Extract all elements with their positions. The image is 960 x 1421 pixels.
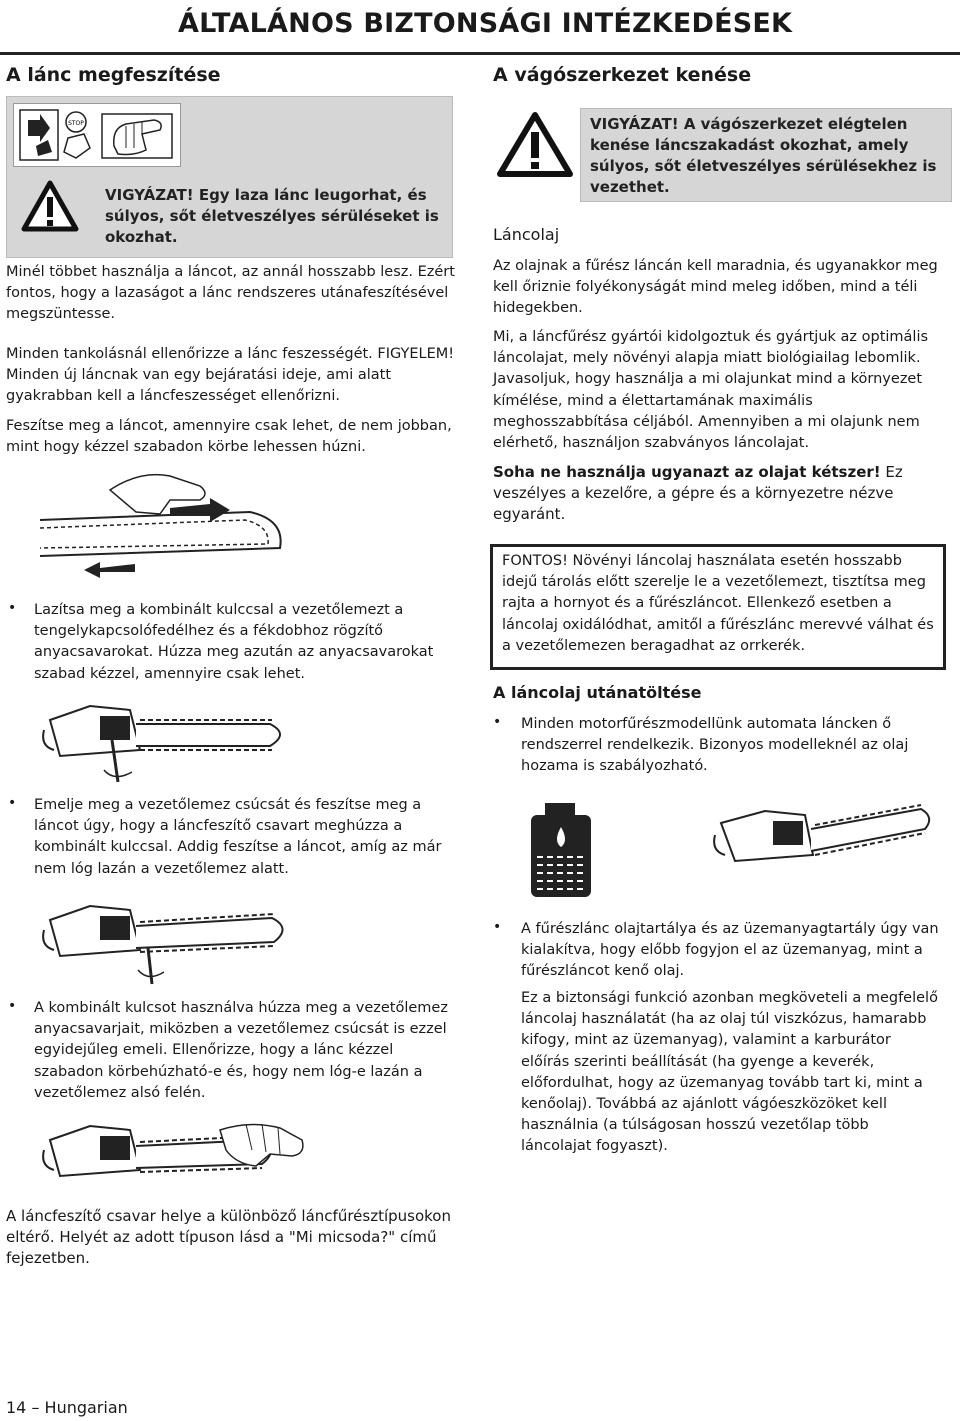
right-para-1: Az olajnak a fűrész láncán kell maradnia, és ugyanakkor meg kell őriznie folyékonyságát mind meleg időben, mind a téli hidegekben.: [493, 258, 938, 317]
oil-bottle-chainsaw-figure: [515, 795, 935, 905]
left-para-3: Feszítse meg a láncot, amennyire csak lehet, de nem jobban, mint hogy kézzel szabadon körbe lehessen húzni.: [6, 418, 452, 456]
left-warning-text: VIGYÁZAT! Egy laza lánc leugorhat, és súlyos, sőt életveszélyes sérüléseket is okozhat.: [105, 186, 439, 246]
svg-text:STOP: STOP: [68, 120, 84, 127]
left-bullet-2: Emelje meg a vezetőlemez csúcsát és feszítse meg a láncot úgy, hogy a láncfeszítő csavart meghúzza a kombinált kulccsal. Addig feszítse a láncot, amíg az már nem lóg lazán a vezetőlemez alatt.: [34, 797, 442, 877]
chainsaw-glove-figure: [40, 1110, 310, 1200]
page-title: ÁLTALÁNOS BIZTONSÁGI INTÉZKEDÉSEK: [178, 8, 793, 39]
left-bullet-dot-2: •: [8, 795, 17, 811]
notice-text: FONTOS! Növényi láncolaj használata esetén hosszabb idejű tárolás előtt szerelje le a vezetőlemezt, tisztítsa meg rajta a hornyot és a fűrészláncot. Ellenkező esetben a láncolaj oxidálódhat, amitől a fűrészlánc merevvé válhat és a vezetőlemezen beragadhat az orrkerék.: [502, 553, 934, 654]
right-para-4: Ez a biztonsági funkció azonban megköveteli a megfelelő láncolaj használatát (ha az olaj túl viszkózus, hamarabb kifogy, mint az üzemanyag), valamint a karburátor előírás szerinti beállítását (ha gyenge a keverék, előfordulhat, hogy az üzemanyag tovább tart ki, mint a kenőolaj). Továbbá az ajánlott vágóeszközöket kell használnia (a túlságosan hosszú vezetőlap több láncolajat fogyaszt).: [521, 990, 938, 1155]
left-bullet-dot-1: •: [8, 600, 17, 616]
right-bullet-1: Minden motorfűrészmodellünk automata láncken ő rendszerrel rendelkezik. Bizonyos modelleknél az olaj hozama is szabályozható.: [521, 716, 909, 775]
title-rule: [0, 52, 960, 55]
left-para-2: Minden tankolásnál ellenőrizze a lánc feszességét. FIGYELEM! Minden új láncnak van egy bejáratási ideje, ami alatt gyakrabban kell a láncfeszességet ellenőrizni.: [6, 346, 455, 405]
right-sub-heading-1: Láncolaj: [493, 225, 560, 244]
page-footer: 14 – Hungarian: [6, 1398, 128, 1417]
right-heading: A vágószerkezet kenése: [493, 64, 752, 86]
warning-triangle-icon: [21, 179, 79, 233]
right-para-3: [493, 462, 943, 526]
right-bullet-dot-1: •: [493, 714, 502, 730]
left-heading: A lánc megfeszítése: [6, 64, 221, 86]
right-para-3-rest: Ez veszélyes a kezelőre, a gépre és a környezetre nézve egyaránt.: [493, 463, 903, 524]
chainsaw-wrench-figure-1: [40, 690, 300, 786]
right-bullet-dot-2: •: [493, 919, 502, 935]
left-warning-box: [6, 96, 453, 258]
chainsaw-wrench-figure-2: [40, 890, 300, 986]
left-bullet-1: Lazítsa meg a kombinált kulccsal a vezetőlemezt a tengelykapcsolófedélhez és a fékdobhoz rögzítő anyacsavarokat. Húzza meg azután az anyacsavarokat szabad kézzel, amennyire csak lehet.: [34, 602, 434, 682]
pictogram-panel: [13, 103, 181, 167]
left-bullet-dot-3: •: [8, 998, 17, 1014]
right-para-3-bold: Soha ne használja ugyanazt az olajat kétszer!: [493, 463, 881, 481]
left-closing: A láncfeszítő csavar helye a különböző láncfűrésztípusokon eltérő. Helyét az adott típuson lásd a "Mi micsoda?" című fejezetben.: [6, 1207, 451, 1268]
warning-triangle-icon: [496, 110, 574, 180]
left-para-1: Minél többet használja a láncot, az annál hosszabb lesz. Ezért fontos, hogy a lazaságot a lánc rendszeres utánafeszítésével megszüntesse.: [6, 264, 455, 323]
right-bullet-2: A fűrészlánc olajtartálya és az üzemanyagtartály úgy van kialakítva, hogy előbb fogyjon el az üzemanyag, mint a fűrészláncot kenő olaj.: [521, 921, 939, 980]
right-sub-heading-2: A láncolaj utánatöltése: [493, 683, 702, 702]
right-para-2: Mi, a láncfűrész gyártói kidolgoztuk és gyártjuk az optimális láncolajat, mely növényi alapja miatt biológiailag lebomlik. Javasoljuk, hogy használja a mi olajunkat mind a környezet kímélése, mind a élettartamának maximális meghosszabbítása céljából. Amennyiben a mi olajunk nem elérhető, használjon szabványos láncolajat.: [493, 329, 929, 452]
stop-glove-icon: [14, 104, 182, 168]
chain-pull-figure: [40, 460, 320, 580]
right-warning-text: VIGYÁZAT! A vágószerkezet elégtelen kenése láncszakadást okozhat, amely súlyos, sőt életveszélyes sérülésekhez is vezethet.: [590, 115, 937, 196]
left-bullet-3: A kombinált kulcsot használva húzza meg a vezetőlemez anyacsavarjait, miközben a vezetőlemez csúcsát is ezzel egyidejűleg emeli. Ellenőrizze, hogy a lánc kézzel szabadon körbehúzható-e és, hogy nem lóg-e lazán a vezetőlemez alsó felén.: [34, 1000, 448, 1101]
